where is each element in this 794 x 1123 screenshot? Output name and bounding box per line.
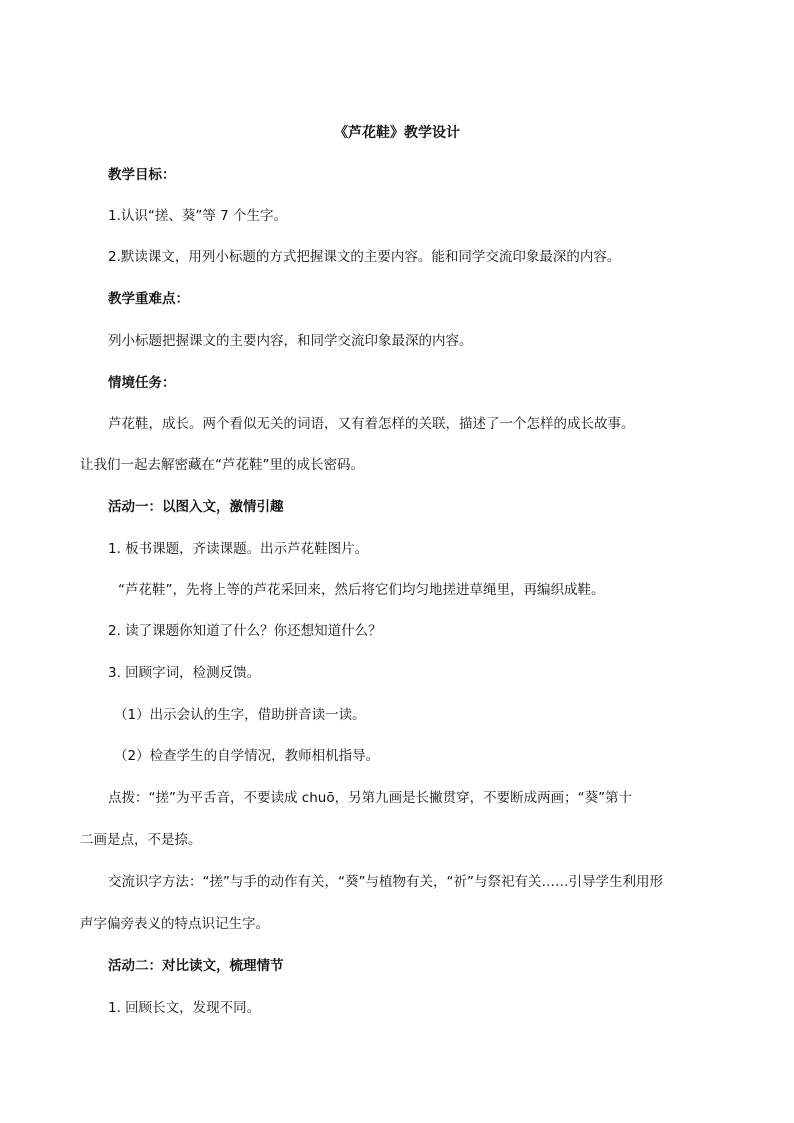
goals-heading: 教学目标： <box>108 167 176 183</box>
key-text: 列小标题把握课文的主要内容，和同学交流印象最深的内容。 <box>108 333 473 349</box>
task-heading: 情境任务： <box>108 375 176 391</box>
activity-2-heading: 活动二：对比读文，梳理情节 <box>108 958 284 974</box>
activity-1-heading: 活动一：以图入文，激情引趣 <box>108 499 284 515</box>
goal-2: 2.默读课文，用列小标题的方式把握课文的主要内容。能和同学交流印象最深的内容。 <box>108 249 621 265</box>
activity-1-step-1-note: “芦花鞋”，先将上等的芦花采回来，然后将它们均匀地搓进草绳里，再编织成鞋。 <box>118 582 605 598</box>
goal-1: 1.认识“搓、葵”等 7 个生字。 <box>108 208 288 224</box>
activity-1-sub-2: （2）检查学生的自学情况，教师相机指导。 <box>114 748 380 764</box>
method-line-2: 声字偏旁表义的特点识记生字。 <box>80 916 269 932</box>
task-line-2: 让我们一起去解密藏在“芦花鞋”里的成长密码。 <box>80 457 364 473</box>
activity-1-step-1: 1. 板书课题，齐读课题。出示芦花鞋图片。 <box>108 541 369 557</box>
tip-line-1: 点拨：“搓”为平舌音，不要读成 chuō，另第九画是长撇贯穿，不要断成两画；“葵”第十 <box>108 790 633 806</box>
key-heading: 教学重难点： <box>108 291 189 307</box>
activity-1-sub-1: （1）出示会认的生字，借助拼音读一读。 <box>114 707 366 723</box>
activity-2-step-1: 1. 回顾长文，发现不同。 <box>108 1000 261 1016</box>
document-title: 《芦花鞋》教学设计 <box>334 125 460 141</box>
activity-1-step-2: 2. 读了课题你知道了什么？你还想知道什么？ <box>108 623 382 639</box>
task-line-1: 芦花鞋，成长。两个看似无关的词语，又有着怎样的关联，描述了一个怎样的成长故事。 <box>108 416 635 432</box>
tip-line-2: 二画是点，不是捺。 <box>80 832 202 848</box>
method-line-1: 交流识字方法：“搓”与手的动作有关，“葵”与植物有关，“祈”与祭祀有关……引导学生利用形 <box>108 874 663 890</box>
activity-1-step-3: 3. 回顾字词，检测反馈。 <box>108 665 261 681</box>
